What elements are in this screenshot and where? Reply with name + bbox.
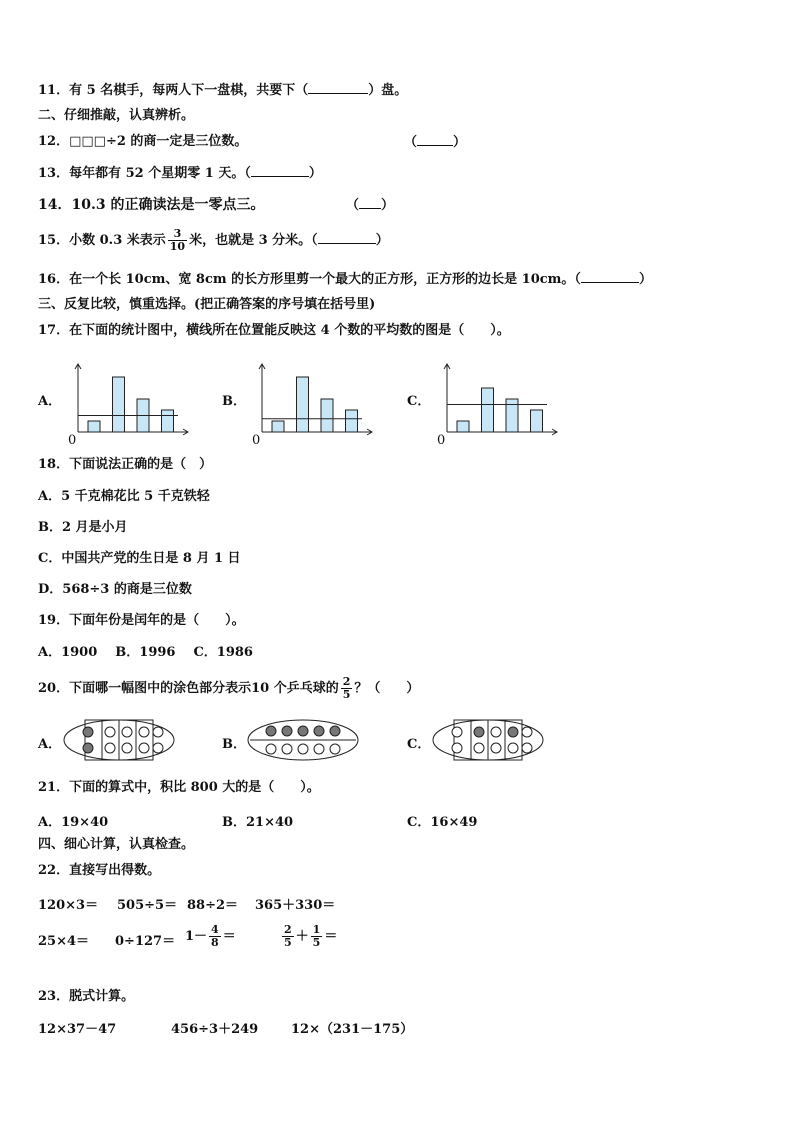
question-18: 18．下面说法正确的是（ ） [38, 457, 213, 472]
question-14: 14．10.3 的正确读法是一零点三。 [38, 197, 265, 213]
origin-label: 0 [437, 433, 446, 448]
bar [88, 421, 100, 432]
calc-item: 12×（231－175） [291, 1022, 414, 1037]
ball [452, 743, 462, 753]
section-3-heading: 三、反复比较，慎重选择。(把正确答案的序号填在括号里) [38, 297, 376, 312]
choice-c[interactable]: C．16×49 [407, 815, 478, 830]
choice-c[interactable]: C．1986 [193, 645, 253, 660]
ball [139, 743, 149, 753]
choice-d[interactable]: D．568÷3 的商是三位数 [38, 582, 192, 597]
bar [321, 399, 333, 432]
answer-blank[interactable] [251, 164, 309, 177]
calc-item-fraction: $\frac{2}{5}$ ＋ $\frac{1}{5}$ ＝ [284, 923, 338, 949]
ball [83, 727, 93, 737]
answer-blank[interactable] [359, 196, 381, 209]
question-21: 21．下面的算式中，积比 800 大的是（ ）。 [38, 780, 320, 795]
question-13: 13．每年都有 52 个星期零 1 天。（ ） [38, 166, 322, 181]
question-23: 23．脱式计算。 [38, 989, 135, 1004]
bar-chart-b[interactable] [244, 360, 384, 448]
question-16: 16．在一个长 10cm、宽 8cm 的长方形里剪一个最大的正方形，正方形的边长是 10cm。（ ） [38, 272, 652, 287]
section-4-heading: 四、细心计算，认真检查。 [38, 837, 195, 852]
bar [506, 399, 518, 432]
ball [522, 743, 532, 753]
ball [266, 744, 276, 754]
choice-b[interactable]: B．1996 [115, 645, 176, 660]
choice-a[interactable]: A．5 千克棉花比 5 千克铁轻 [38, 489, 210, 504]
option-c-label[interactable]: C． [407, 394, 431, 409]
bar [113, 377, 125, 432]
ball [153, 727, 163, 737]
ball [298, 744, 308, 754]
answer-paren[interactable]: （ ） [404, 135, 467, 150]
ball-figure-a[interactable] [62, 718, 176, 762]
calc-item: 120×3＝ [38, 898, 99, 913]
bar [457, 421, 469, 432]
bar [297, 377, 309, 432]
question-20: 20．下面哪一幅图中的涂色部分表示10 个乒乓球的 $\frac{2}{5}$ ？（ ） [38, 675, 420, 701]
ball [522, 727, 532, 737]
question-17: 17．在下面的统计图中，横线所在位置能反映这 4 个数的平均数的图是（ ）。 [38, 323, 510, 338]
bar [272, 421, 284, 432]
ball-figure-c[interactable] [431, 718, 545, 762]
calc-item: 12×37－47 [38, 1022, 117, 1037]
answer-blank[interactable] [308, 81, 368, 94]
question-15: 15．小数 0.3 米表示 $\frac{3}{10}$ 米，也就是 3 分米。（ ） [38, 227, 389, 253]
ball [122, 727, 132, 737]
ball [330, 744, 340, 754]
question-22: 22．直接写出得数。 [38, 863, 161, 878]
answer-paren[interactable]: （ ） [346, 198, 395, 213]
question-19: 19．下面年份是闰年的是（ ）。 [38, 613, 245, 628]
ball [122, 743, 132, 753]
calc-item: 505÷5＝ [117, 898, 178, 913]
choice-c[interactable]: C．中国共产党的生日是 8 月 1 日 [38, 551, 241, 566]
ball [452, 727, 462, 737]
ball [282, 744, 292, 754]
choice-a[interactable]: A．1900 [38, 645, 98, 660]
bar [346, 410, 358, 432]
option-b-label[interactable]: B． [222, 737, 246, 752]
choice-b[interactable]: B．2 月是小月 [38, 520, 128, 535]
fraction: $\frac{3}{10}$ [169, 227, 186, 253]
choice-b[interactable]: B．21×40 [222, 815, 294, 830]
calc-item: 88÷2＝ [187, 898, 239, 913]
calc-item: 0÷127＝ [115, 934, 176, 949]
choice-a[interactable]: A．19×40 [38, 815, 109, 830]
ball [491, 727, 501, 737]
q19-choices [38, 644, 253, 662]
bar [531, 410, 543, 432]
bar-chart-c[interactable] [429, 360, 569, 448]
ball [330, 726, 340, 736]
option-c-label[interactable]: C． [407, 737, 431, 752]
ball [105, 727, 115, 737]
origin-label: 0 [68, 433, 77, 448]
ball [153, 743, 163, 753]
calc-item: 25×4＝ [38, 934, 90, 949]
ball [83, 743, 93, 753]
section-2-heading: 二、仔细推敲，认真辨析。 [38, 108, 195, 123]
answer-blank[interactable] [417, 133, 453, 146]
calc-item: 365＋330＝ [255, 898, 336, 913]
answer-blank[interactable] [318, 231, 376, 244]
question-11: 11．有 5 名棋手，每两人下一盘棋，共要下（ ）盘。 [38, 83, 408, 98]
bar-chart-a[interactable] [60, 360, 200, 448]
ball-figure-b[interactable] [246, 718, 360, 762]
option-a-label[interactable]: A． [38, 737, 62, 752]
calc-item: 456÷3＋249 [171, 1022, 259, 1037]
ball [105, 743, 115, 753]
calc-item-fraction: 1－ $\frac{4}{8}$ ＝ [185, 923, 236, 949]
bar [162, 410, 174, 432]
ball [491, 743, 501, 753]
ball [474, 743, 484, 753]
ball [282, 726, 292, 736]
ball [139, 727, 149, 737]
option-a-label[interactable]: A． [38, 394, 62, 409]
origin-label: 0 [252, 433, 261, 448]
ball [314, 744, 324, 754]
ball [314, 726, 324, 736]
answer-blank[interactable] [581, 270, 639, 283]
ball [474, 727, 484, 737]
ball [266, 726, 276, 736]
ball [508, 743, 518, 753]
bar [482, 388, 494, 432]
option-b-label[interactable]: B． [222, 394, 246, 409]
question-12: 12．□□□÷2 的商一定是三位数。 [38, 134, 248, 149]
ball [298, 726, 308, 736]
ball [508, 727, 518, 737]
fraction: $\frac{2}{5}$ [342, 675, 351, 701]
